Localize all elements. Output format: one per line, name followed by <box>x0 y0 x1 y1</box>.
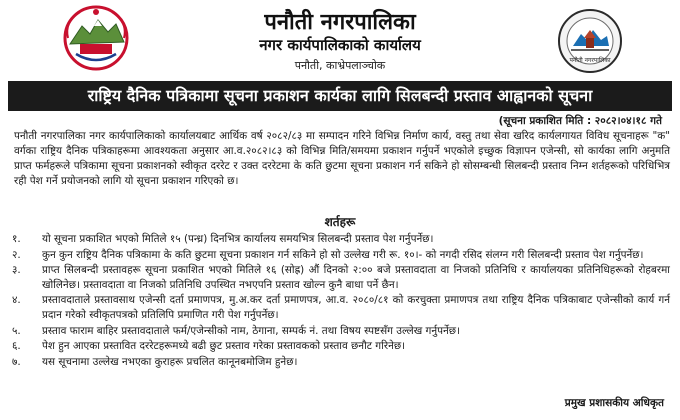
condition-number: ६. <box>12 340 21 353</box>
condition-text: प्रस्तावदाताले प्रस्तावसाथ एजेन्सी दर्ता प्रमाणपत्र, मु.अ.कर दर्ता प्रमाणपत्र, आ.व. २०८०/८१ को करचुक्ता प्रमाणपत्र तथा राष्ट्रिय दैनिक पत्रिकाबाट एजेन्सीको कार्य गर्न प्रदान गरेको स्वीकृतपत्रको प्रतिलिपि प्रमाणित गरी पेश गर्नुपर्नेछ। <box>42 294 670 321</box>
condition-number: ४. <box>12 294 21 307</box>
condition-text: पेश हुन आएका प्रस्तावित दररेटहरूमध्ये बढी छुट प्रस्ताव गरेका प्रस्तावकको प्रस्ताव छनौट गरिनेछ। <box>42 340 406 353</box>
notice-heading: राष्ट्रिय दैनिक पत्रिकामा सूचना प्रकाशन कार्यका लागि सिलबन्दी प्रस्ताव आह्वानको सूचना <box>8 81 672 111</box>
condition-item <box>8 293 670 322</box>
condition-item <box>8 248 670 263</box>
condition-item <box>8 324 670 339</box>
condition-number: ३. <box>12 264 21 277</box>
org-subtitle: नगर कार्यपालिकाको कार्यालय <box>259 36 421 54</box>
condition-item <box>8 232 670 247</box>
condition-number: २. <box>12 248 21 261</box>
intro-paragraph: पनौती नगरपालिका नगर कार्यपालिकाको कार्यालयबाट आर्थिक वर्ष २०८२/८३ मा सम्पादन गरिने विभिन्न निर्माण कार्य, वस्तु तथा सेवा खरिद कार्यलगायत विविध सूचनाहरू "क" वर्गका राष्ट्रिय दैनिक पत्रिकाहरूमा आवश्यकता अनुसार आ.व.२०८२।८३ को विभिन्न मिति/समयमा प्रकाशन गर्नुपर्ने भएकोले इच्छुक विज्ञापन एजेन्सी, सो कार्यका लागि अनुमति प्राप्त फर्महरूले पत्रिकामा सूचना प्रकाशनको स्वीकृत दररेट र उक्त दररेटमा के कति छुटमा सूचना प्रकाशन गर्न सकिने हो सोसम्बन्धी सिलबन्दी प्रस्ताव निम्न शर्तहरूको परिधिभित्र रही पेश गर्ने प्रयोजनको लागि यो सूचना प्रकाशन गरिएको छ। <box>14 130 670 187</box>
logo-text: पनौती नगरपालिका <box>569 57 611 64</box>
condition-text: कुन कुन राष्ट्रिय दैनिक पत्रिकामा के कति छुटमा सूचना प्रकाशन गर्न सकिने हो सो उल्लेख गरी रू. १०।- को नगदी रसिद संलग्न गरी सिलबन्दी प्रस्ताव पेश गर्नुपर्नेछ। <box>42 248 644 261</box>
condition-text: प्राप्त सिलबन्दी प्रस्तावहरू सूचना प्रकाशित भएको मितिले १६ (सोह्र) औं दिनको २:०० बजे प्रस्तावदाता वा निजको प्रतिनिधि र कार्यालयका प्रतिनिधिहरूको रोहबरमा खोलिनेछ। प्रस्तावदाता वा निजको प्रतिनिधि उपस्थित नभएपनि प्रस्ताव खोल्न कुनै बाधा पर्ने छैन। <box>42 264 670 291</box>
publish-date: (सूचना प्रकाशित मिति : २०८२।०४।१८ गते <box>498 115 662 127</box>
condition-item <box>8 263 670 292</box>
condition-number: ७. <box>12 355 21 368</box>
condition-number: १. <box>12 233 21 245</box>
org-address: पनौती, काभ्रेपलाञ्चोक <box>294 59 386 72</box>
notice-header <box>0 0 680 82</box>
conditions-list <box>8 232 670 370</box>
condition-text: यो सूचना प्रकाशित भएको मितिले १५ (पन्ध्र) दिनभित्र कार्यालय समयभित्र सिलबन्दी प्रस्ताव पेश गर्नुपर्नेछ। <box>42 233 434 245</box>
conditions-title: शर्तहरू <box>324 215 356 229</box>
condition-item <box>8 339 670 354</box>
panauti-municipality-logo-icon <box>557 8 623 74</box>
org-title: पनौती नगरपालिका <box>264 10 416 35</box>
condition-text: प्रस्ताव फाराम बाहिर प्रस्तावदाताले फर्म/एजेन्सीको नाम, ठेगाना, सम्पर्क नं. तथा विषय स्पष्टसँग उल्लेख गर्नुपर्नेछ। <box>42 324 461 337</box>
condition-number: ५. <box>12 324 21 337</box>
signature-title: प्रमुख प्रशासकीय अधिकृत <box>564 397 664 409</box>
condition-item <box>8 355 670 370</box>
condition-text: यस सूचनामा उल्लेख नभएका कुराहरू प्रचलित कानूनबमोजिम हुनेछ। <box>42 355 298 368</box>
